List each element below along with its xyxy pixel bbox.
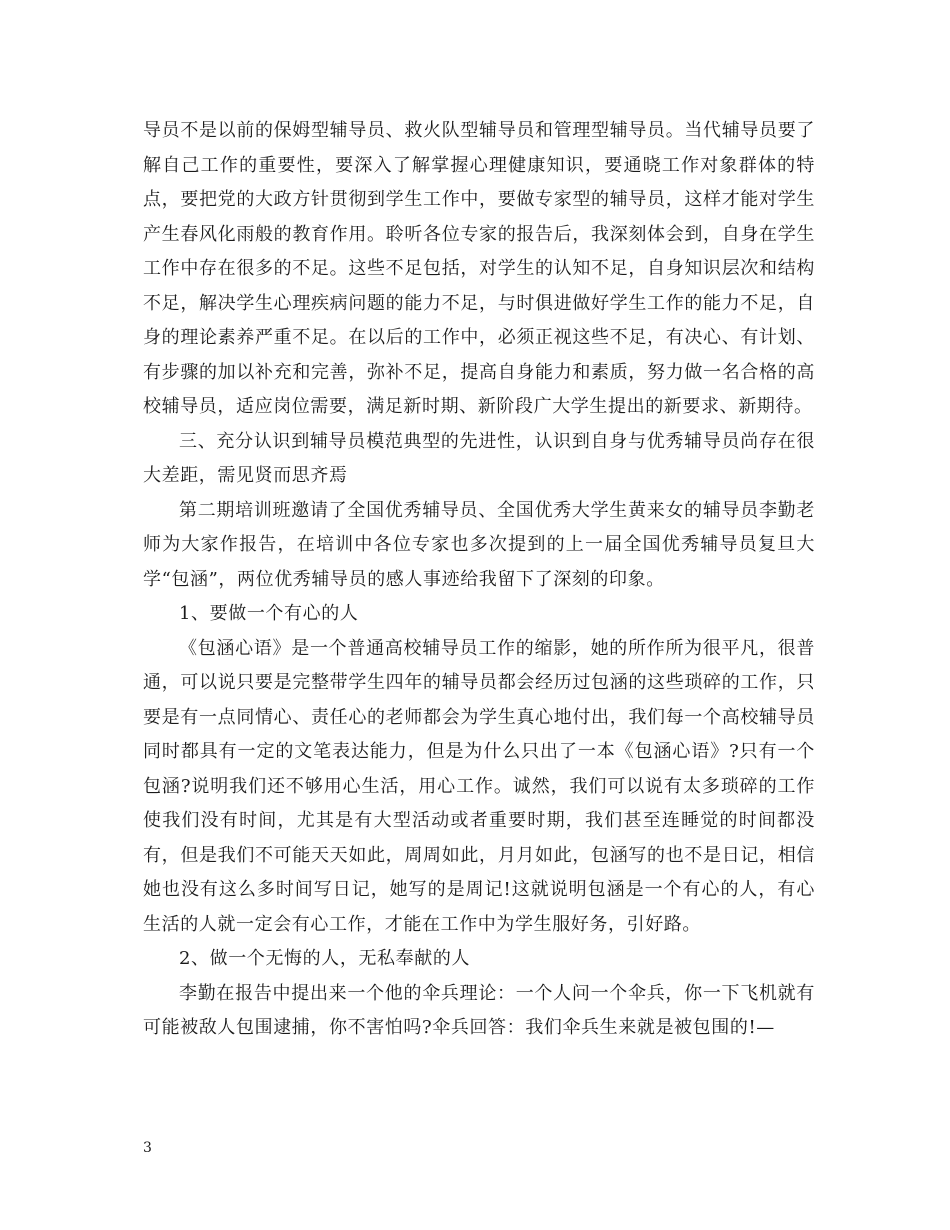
body-text <box>143 114 815 1046</box>
subheading-selfless-person: 2、做一个无悔的人，无私奉献的人 <box>179 948 471 969</box>
paragraph-paratrooper-theory: 李勤在报告中提出来一个他的伞兵理论：一个人问一个伞兵，你一下飞机就有可能被敌人包围逮捕，你不害怕吗?伞兵回答：我们伞兵生来就是被包围的!— <box>143 982 815 1038</box>
section-heading-three: 三、充分认识到辅导员模范典型的先进性，认识到自身与优秀辅导员尚存在很大差距，需见贤而思齐焉 <box>143 430 815 486</box>
page-number: 3 <box>143 1140 152 1156</box>
subheading-mindful-person: 1、要做一个有心的人 <box>179 603 359 624</box>
paragraph-training-intro: 第二期培训班邀请了全国优秀辅导员、全国优秀大学生黄来女的辅导员李勤老师为大家作报告，在培训中各位专家也多次提到的上一届全国优秀辅导员复旦大学“包涵”，两位优秀辅导员的感人事迹给我留下了深刻的印象。 <box>143 499 815 590</box>
paragraph-baohan-notes: 《包涵心语》是一个普通高校辅导员工作的缩影，她的所作所为很平凡，很普通，可以说只要是完整带学生四年的辅导员都会经历过包涵的这些琐碎的工作，只要是有一点同情心、责任心的老师都会为学生真心地付出，我们每一个高校辅导员同时都具有一定的文笔表达能力，但是为什么只出了一本《包涵心语》?只有一个包涵?说明我们还不够用心生活，用心工作。诚然，我们可以说有太多琐碎的工作使我们没有时间，尤其是有大型活动或者重要时期，我们甚至连睡觉的时间都没有，但是我们不可能天天如此，周周如此，月月如此，包涵写的也不是日记，相信她也没有这么多时间写日记，她写的是周记!这就说明包涵是一个有心的人，有心生活的人就一定会有心工作，才能在工作中为学生服好务，引好路。 <box>143 637 815 935</box>
paragraph-continuation: 导员不是以前的保姆型辅导员、救火队型辅导员和管理型辅导员。当代辅导员要了解自己工作的重要性，要深入了解掌握心理健康知识，要通晓工作对象群体的特点，要把党的大政方针贯彻到学生工作中，要做专家型的辅导员，这样才能对学生产生春风化雨般的教育作用。聆听各位专家的报告后，我深刻体会到，自身在学生工作中存在很多的不足。这些不足包括，对学生的认知不足，自身知识层次和结构不足，解决学生心理疾病问题的能力不足，与时俱进做好学生工作的能力不足，自身的理论素养严重不足。在以后的工作中，必须正视这些不足，有决心、有计划、有步骤的加以补充和完善，弥补不足，提高自身能力和素质，努力做一名合格的高校辅导员，适应岗位需要，满足新时期、新阶段广大学生提出的新要求、新期待。 <box>143 120 815 417</box>
